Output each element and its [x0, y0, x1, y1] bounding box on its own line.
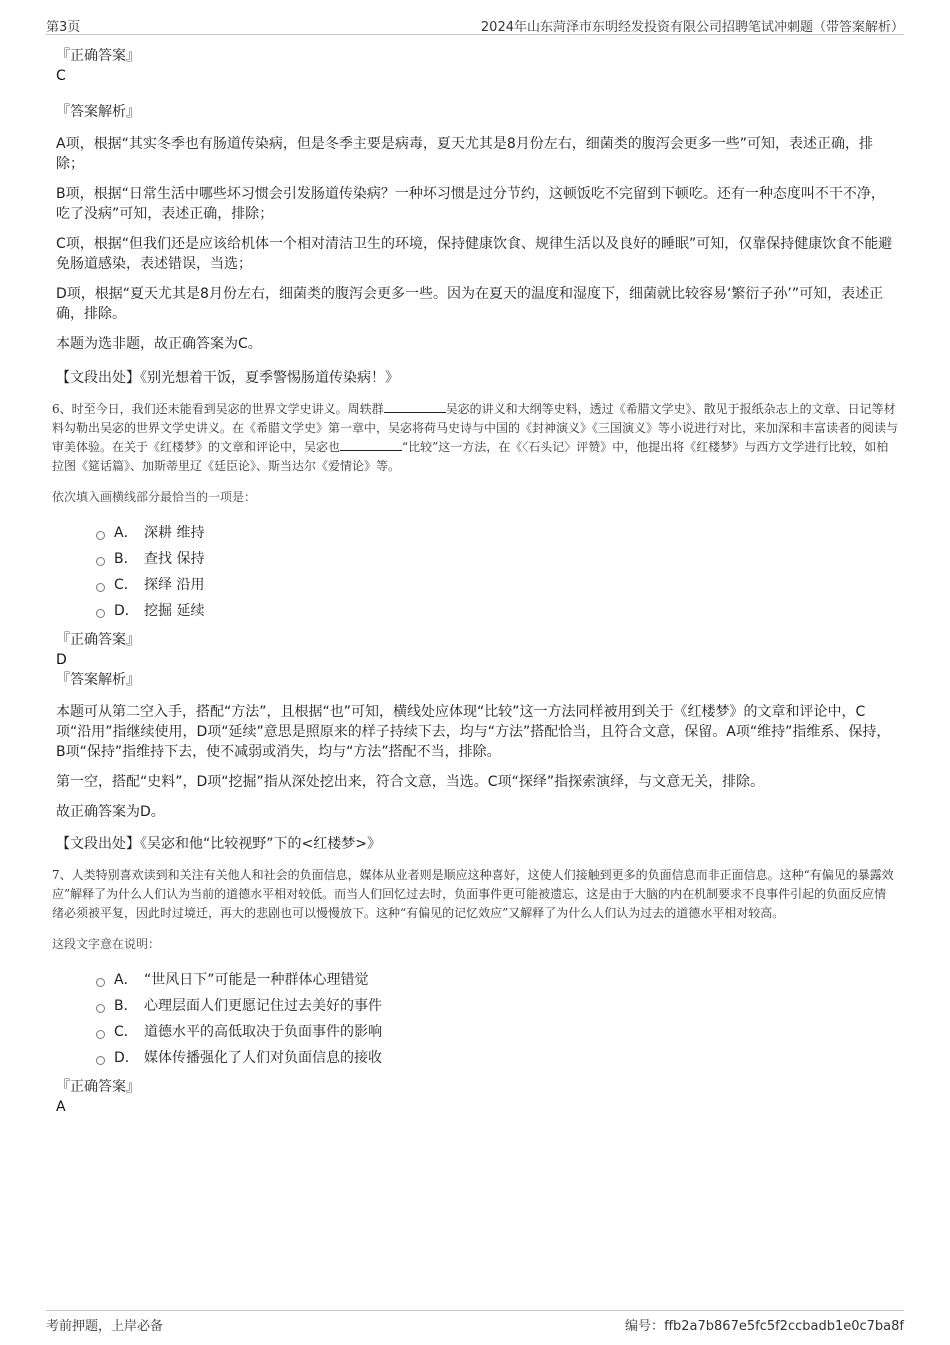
- q6-options: [96, 520, 896, 624]
- radio-icon[interactable]: [96, 1030, 105, 1039]
- q6-option-d[interactable]: D． 挖掘 延续: [96, 598, 896, 624]
- footer-slogan: 考前押题，上岸必备: [46, 1319, 164, 1334]
- q6-prompt: 依次填入画横线部分最恰当的一项是：: [52, 490, 257, 504]
- document-code: 编号：ffb2a7b867e5fc5f2ccbadb1e0c7ba8f: [625, 1319, 904, 1334]
- q6-stem: 6、时至今日，我们还未能看到吴宓的世界文学史讲义。周轶群 吴宓的讲义和大纲等史料，透过《希腊文学史》、散见于报纸杂志上的文章、日记等材料勾勒出吴宓的世界文学史讲义。在《希腊文学史》第一章中，吴宓将荷马史诗与中国的《封神演义》《三国演义》等小说进行对比，来加深和丰富读者的阅读与审美体验。在关于《红楼梦》的文章和评论中，吴宓也 “比较”这一方法，在《〈石头记〉评赞》中，他提出将《红楼梦》与西方文学进行比较，如柏拉图《筵话篇》、加斯蒂里辽《廷臣论》、斯当达尔《爱情论》等。: [52, 402, 899, 473]
- q6-option-b[interactable]: B． 查找 保持: [96, 546, 896, 572]
- q6-analysis-label: 『答案解析』: [56, 672, 140, 688]
- page-footer: [46, 1310, 904, 1335]
- q6-answer-label: 『正确答案』: [56, 632, 140, 648]
- document-body: [52, 46, 899, 1117]
- q5-analysis-c: C项，根据“但我们还是应该给机体一个相对清洁卫生的环境，保持健康饮食、规律生活以及良好的睡眠”可知，仅靠保持健康饮食不能避免肠道感染，表述错误，当选；: [56, 236, 893, 272]
- radio-icon[interactable]: [96, 557, 105, 566]
- q6-option-c[interactable]: C． 探绎 沿用: [96, 572, 896, 598]
- q6-option-a[interactable]: A． 深耕 维持: [96, 520, 896, 546]
- q5-analysis-d: D项，根据“夏天尤其是8月份左右，细菌类的腹泻会更多一些。因为在夏天的温度和湿度下，细菌就比较容易‘繁衍子孙’”可知，表述正确，排除。: [56, 286, 884, 322]
- q6-answer: D: [56, 652, 67, 668]
- q6-blank-1: [384, 400, 446, 413]
- document-title: 2024年山东菏泽市东明经发投资有限公司招聘笔试冲刺题（带答案解析）: [480, 20, 904, 35]
- q5-analysis-a: A项，根据“其实冬季也有肠道传染病，但是冬季主要是病毒，夏天尤其是8月份左右，细菌类的腹泻会更多一些”可知，表述正确，排除；: [56, 136, 873, 172]
- q5-analysis-label: 『答案解析』: [56, 104, 140, 120]
- q7-answer: A: [56, 1099, 66, 1115]
- q5-analysis-b: B项，根据“日常生活中哪些坏习惯会引发肠道传染病？一种坏习惯是过分节约，这顿饭吃不完留到下顿吃。还有一种态度叫不干不净，吃了没病”可知，表述正确，排除；: [56, 186, 885, 222]
- q6-blank-2: [340, 438, 402, 451]
- q5-source: 【文段出处】《别光想着干饭，夏季警惕肠道传染病！》: [56, 370, 399, 386]
- radio-icon[interactable]: [96, 1056, 105, 1065]
- q7-option-d[interactable]: D． 媒体传播强化了人们对负面信息的接收: [96, 1045, 896, 1071]
- radio-icon[interactable]: [96, 978, 105, 987]
- radio-icon[interactable]: [96, 609, 105, 618]
- q6-analysis-2: 第一空，搭配“史料”，D项“挖掘”指从深处挖出来，符合文意，当选。C项“探绎”指探索演绎，与文意无关，排除。: [56, 774, 765, 790]
- q5-answer-label: 『正确答案』: [56, 48, 140, 64]
- page-number: 第3页: [46, 20, 81, 35]
- q5-answer: C: [56, 68, 66, 84]
- q7-stem: 7、人类特别喜欢读到和关注有关他人和社会的负面信息，媒体从业者则是顺应这种喜好，这使人们接触到更多的负面信息而非正面信息。这种“有偏见的暴露效应”解释了为什么人们认为当前的道德水平相对较低。而当人们回忆过去时，负面事件更可能被遗忘，这是由于大脑的内在机制要求不良事件引起的负面反应情绪必须被平复，因此时过境迁，再大的悲剧也可以慢慢放下。这种“有偏见的记忆效应”又解释了为什么人们认为过去的道德水平相对较高。: [52, 868, 894, 920]
- q5-conclusion: 本题为选非题，故正确答案为C。: [56, 336, 262, 352]
- q7-options: [96, 967, 896, 1071]
- q7-option-c[interactable]: C． 道德水平的高低取决于负面事件的影响: [96, 1019, 896, 1045]
- q7-prompt: 这段文字意在说明：: [52, 937, 161, 951]
- q7-answer-label: 『正确答案』: [56, 1079, 140, 1095]
- page-header: [46, 14, 904, 35]
- q6-conclusion: 故正确答案为D。: [56, 804, 165, 820]
- q6-analysis-1: 本题可从第二空入手，搭配“方法”，且根据“也”可知，横线处应体现“比较”这一方法同样被用到关于《红楼梦》的文章和评论中，C项“沿用”指继续使用，D项“延续”意思是照原来的样子持续下去，均与“方法”搭配恰当，且符合文意，保留。A项“维持”指维系、保持，B项“保持”指维持下去，使不减弱或消失，均与“方法”搭配不当，排除。: [56, 704, 891, 760]
- radio-icon[interactable]: [96, 583, 105, 592]
- radio-icon[interactable]: [96, 531, 105, 540]
- q7-option-a[interactable]: A． “世风日下”可能是一种群体心理错觉: [96, 967, 896, 993]
- q7-option-b[interactable]: B． 心理层面人们更愿记住过去美好的事件: [96, 993, 896, 1019]
- radio-icon[interactable]: [96, 1004, 105, 1013]
- q6-source: 【文段出处】《吴宓和他“比较视野”下的<红楼梦>》: [56, 836, 381, 852]
